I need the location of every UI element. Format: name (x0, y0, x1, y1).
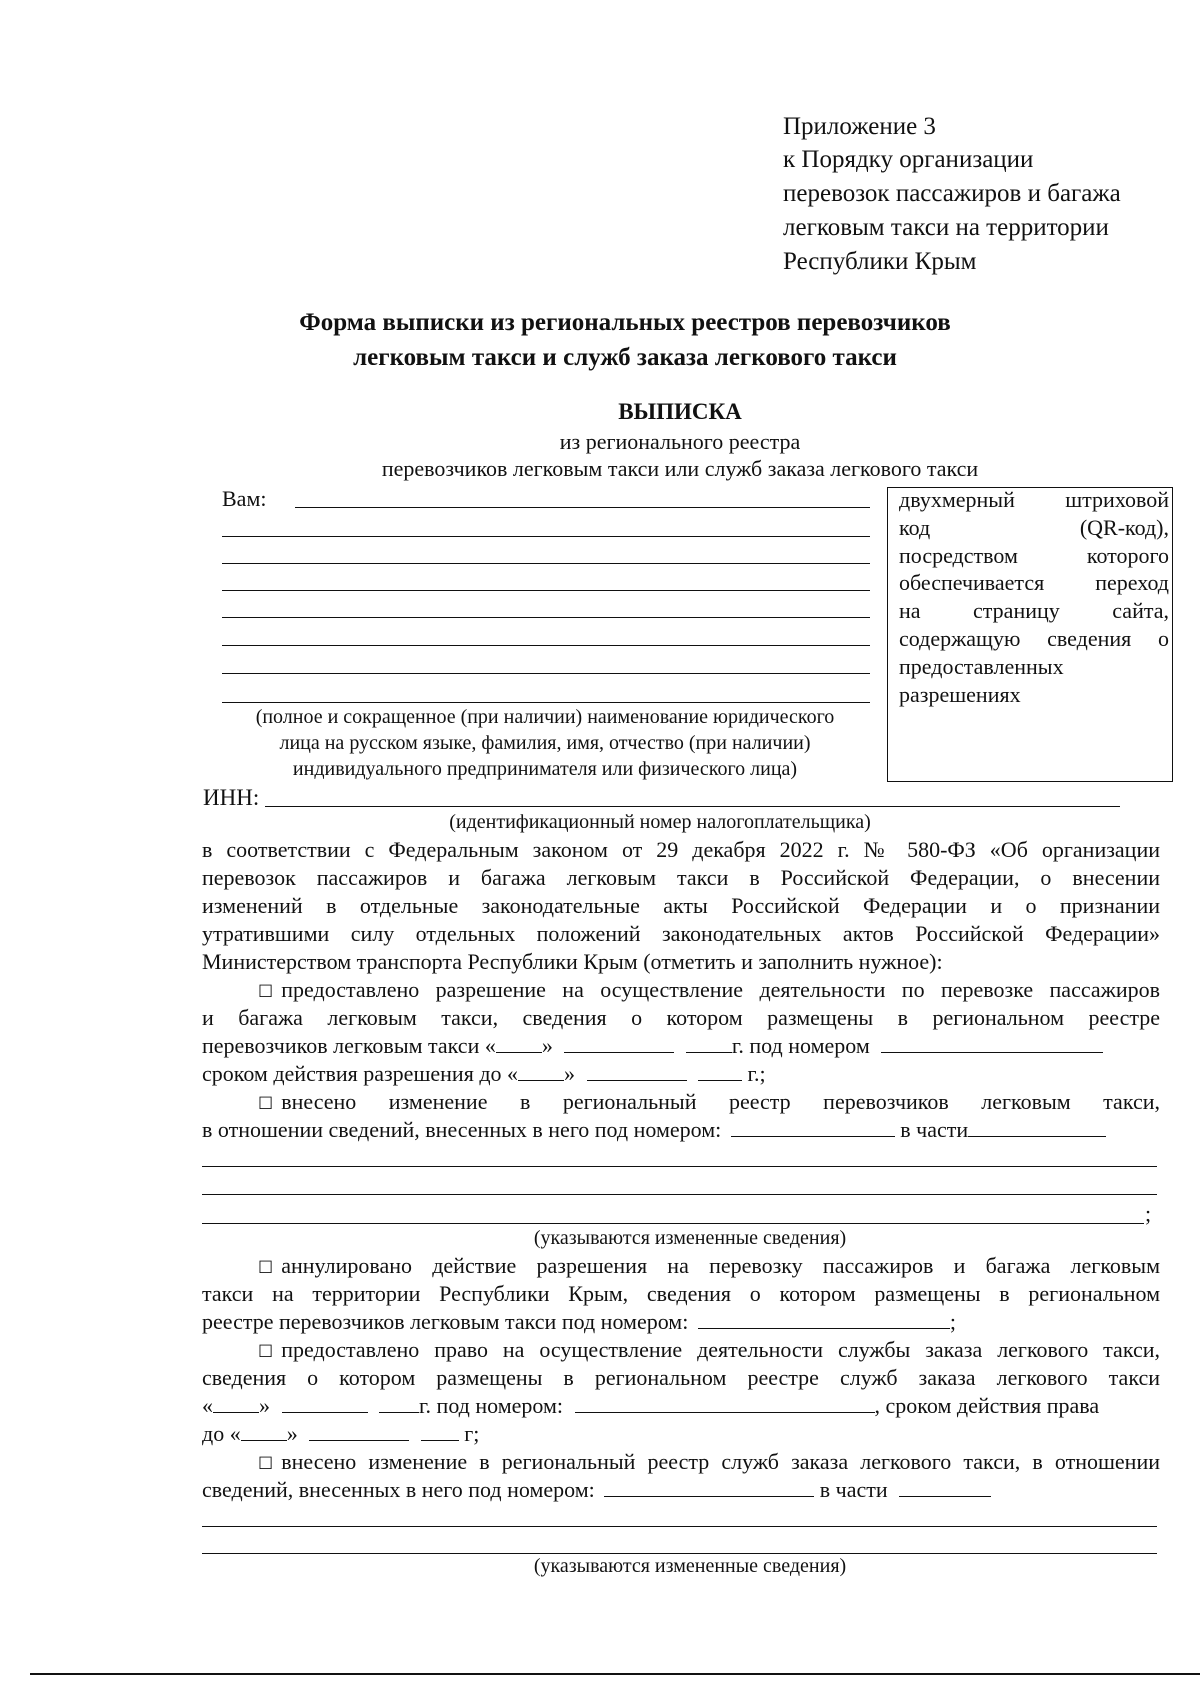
extract-subtitle-2: перевозчиков легковым такси или служб заказа легкового такси (381, 456, 979, 481)
qr-line-2: код (QR-код), (899, 514, 1169, 540)
s4-l3-d: , сроком действия права (874, 1393, 1100, 1418)
s1-text-1: предоставлено разрешение на осуществление деятельности по перевозке пассажиров (281, 977, 1160, 1002)
s4-until-month-field[interactable] (309, 1422, 409, 1441)
s4-year-field[interactable] (379, 1394, 419, 1413)
s1-until-year-field[interactable] (698, 1062, 742, 1081)
recipient-caption-1: (полное и сокращенное (при наличии) наименование юридического (255, 706, 835, 728)
s4-l4-c: г; (464, 1421, 480, 1446)
s5-text-1: внесено изменение в региональный реестр служб заказа легкового такси, в отношении (281, 1449, 1160, 1474)
appendix-line-3: перевозок пассажиров и багажа (783, 180, 1121, 207)
intro-line-5: Министерством транспорта Республики Крым (отметить и заполнить нужное): (202, 949, 943, 974)
s1-line-3 (202, 1032, 1103, 1059)
s1-number-field[interactable] (881, 1034, 1103, 1053)
s3-line-3 (202, 1308, 956, 1335)
qr-line-6: содержащую сведения о (899, 625, 1169, 651)
s1-month-field[interactable] (564, 1034, 674, 1053)
recipient-field-line-8[interactable] (222, 702, 870, 703)
s4-number-field[interactable] (575, 1394, 875, 1413)
extract-heading: ВЫПИСКА (618, 399, 742, 424)
qr-line-5: на страницу сайта, (899, 598, 1169, 624)
checkbox-permit-granted[interactable]: ☐ (258, 982, 274, 1002)
recipient-field-line-5[interactable] (222, 617, 870, 618)
s2-text-1: внесено изменение в региональный реестр перевозчиков легковым такси, (281, 1089, 1160, 1114)
qr-line-1: двухмерный штриховой (899, 487, 1169, 512)
s5-l2-b: в части (819, 1477, 888, 1502)
s3-line-2: такси на территории Республики Крым, сведения о котором размещены в региональном (202, 1281, 1160, 1306)
qr-code-description (899, 486, 1169, 708)
s3-l3-b: ; (949, 1309, 956, 1334)
s2-part-field[interactable] (968, 1118, 1106, 1137)
extract-subtitle-1: из регионального реестра (559, 429, 801, 454)
s3-line-1 (258, 1252, 1160, 1282)
s4-until-day-field[interactable] (241, 1422, 287, 1441)
s2-l2-a: в отношении сведений, внесенных в него под номером: (202, 1117, 722, 1142)
s1-line-4 (202, 1060, 766, 1087)
appendix-line-5: Республики Крым (783, 248, 977, 275)
form-title-line-1: Форма выписки из региональных реестров перевозчиков (299, 309, 951, 336)
appendix-line-1: Приложение 3 (783, 113, 936, 140)
s1-l3-b: » (541, 1033, 553, 1058)
s1-day-field[interactable] (496, 1034, 542, 1053)
recipient-field-line-4[interactable] (222, 590, 870, 591)
recipient-field-line-3[interactable] (222, 563, 870, 564)
s5-number-field[interactable] (604, 1478, 814, 1497)
recipient-field-line-6[interactable] (222, 645, 870, 646)
s4-line-4 (202, 1420, 479, 1447)
s4-line-2: сведения о котором размещены в региональном реестре служб заказа легкового такси (202, 1365, 1160, 1390)
s5-l2-a: сведений, внесенных в него под номером: (202, 1477, 595, 1502)
intro-line-3: изменений в отдельные законодательные акты Российской Федерации и о признании (202, 893, 1160, 918)
s1-until-day-field[interactable] (518, 1062, 564, 1081)
s1-l4-a: сроком действия разрешения до « (202, 1061, 519, 1086)
qr-line-8: разрешениях (899, 681, 1021, 707)
qr-line-3: посредством которого (899, 542, 1169, 568)
s4-l3-a: « (202, 1393, 213, 1418)
s1-until-month-field[interactable] (587, 1062, 687, 1081)
s5-details-line-1[interactable] (202, 1526, 1157, 1527)
s2-details-line-1[interactable] (202, 1166, 1157, 1167)
appendix-line-2: к Порядку организации (783, 146, 1034, 173)
s4-line-1 (258, 1336, 1160, 1366)
s4-line-3 (202, 1392, 1099, 1419)
form-title-line-2: легковым такси и служб заказа легкового такси (353, 344, 897, 371)
recipient-label: Вам: (222, 486, 267, 511)
s3-text-1: аннулировано действие разрешения на перевозку пассажиров и багажа легковым (281, 1253, 1160, 1278)
s4-text-1: предоставлено право на осуществление деятельности службы заказа легкового такси, (281, 1337, 1160, 1362)
s4-l3-c: г. под номером: (419, 1393, 564, 1418)
s5-part-field[interactable] (899, 1478, 991, 1497)
s2-details-line-3[interactable] (202, 1223, 1144, 1224)
inn-field-line[interactable] (265, 806, 1120, 807)
recipient-caption-3: индивидуального предпринимателя или физического лица) (292, 758, 798, 780)
recipient-field-line-7[interactable] (222, 673, 870, 674)
page-bottom-rule (30, 1673, 1200, 1675)
s1-line-2: и багажа легковым такси, сведения о котором размещены в региональном реестре (202, 1005, 1160, 1030)
qr-line-4: обеспечивается переход (899, 570, 1169, 596)
s2-line-1 (258, 1088, 1160, 1118)
s4-l4-b: » (286, 1421, 298, 1446)
s4-month-field[interactable] (282, 1394, 368, 1413)
checkbox-carrier-registry-change[interactable]: ☐ (258, 1094, 274, 1114)
appendix-line-4: легковым такси на территории (783, 214, 1109, 241)
checkbox-permit-annulled[interactable]: ☐ (258, 1258, 274, 1278)
s1-l3-a: перевозчиков легковым такси « (202, 1033, 496, 1058)
s4-day-field[interactable] (213, 1394, 259, 1413)
s1-line-1 (258, 976, 1160, 1006)
intro-line-2: перевозок пассажиров и багажа легковым такси в Российской Федерации, о внесении (202, 865, 1160, 890)
s5-line-1 (258, 1448, 1160, 1478)
s2-number-field[interactable] (731, 1118, 895, 1137)
checkbox-dispatch-registry-change[interactable]: ☐ (258, 1454, 274, 1474)
recipient-field-line-1[interactable] (295, 507, 870, 508)
s5-line-2 (202, 1476, 991, 1503)
checkbox-dispatch-right-granted[interactable]: ☐ (258, 1342, 274, 1362)
recipient-caption-2: лица на русском языке, фамилия, имя, отчество (при наличии) (279, 732, 811, 754)
inn-caption: (идентификационный номер налогоплательщика) (449, 811, 871, 833)
qr-line-7: предоставленных (899, 653, 1064, 679)
s1-l3-c: г. под номером (731, 1033, 870, 1058)
intro-line-4: утратившими силу отдельных положений законодательных актов Российской Федерации» (202, 921, 1160, 946)
s1-year-field[interactable] (686, 1034, 732, 1053)
s2-end-mark: ; (1145, 1201, 1152, 1226)
s1-l4-c: г.; (747, 1061, 766, 1086)
inn-label: ИНН: (203, 785, 260, 810)
s3-number-field[interactable] (698, 1310, 950, 1329)
s2-caption: (указываются измененные сведения) (533, 1227, 847, 1249)
s4-l3-b: » (259, 1393, 270, 1418)
s1-l4-b: » (564, 1061, 576, 1086)
s2-details-line-2[interactable] (202, 1194, 1157, 1195)
recipient-field-line-2[interactable] (222, 536, 870, 537)
s3-l3-a: реестре перевозчиков легковым такси под номером: (202, 1309, 689, 1334)
s4-until-year-field[interactable] (421, 1422, 459, 1441)
s5-caption: (указываются измененные сведения) (533, 1555, 847, 1577)
s2-line-2 (202, 1116, 1106, 1143)
s2-l2-b: в части (900, 1117, 969, 1142)
s4-l4-a: до « (202, 1421, 241, 1446)
intro-line-1: в соответствии с Федеральным законом от 29 декабря 2022 г. № 580-ФЗ «Об организации (202, 837, 1160, 862)
